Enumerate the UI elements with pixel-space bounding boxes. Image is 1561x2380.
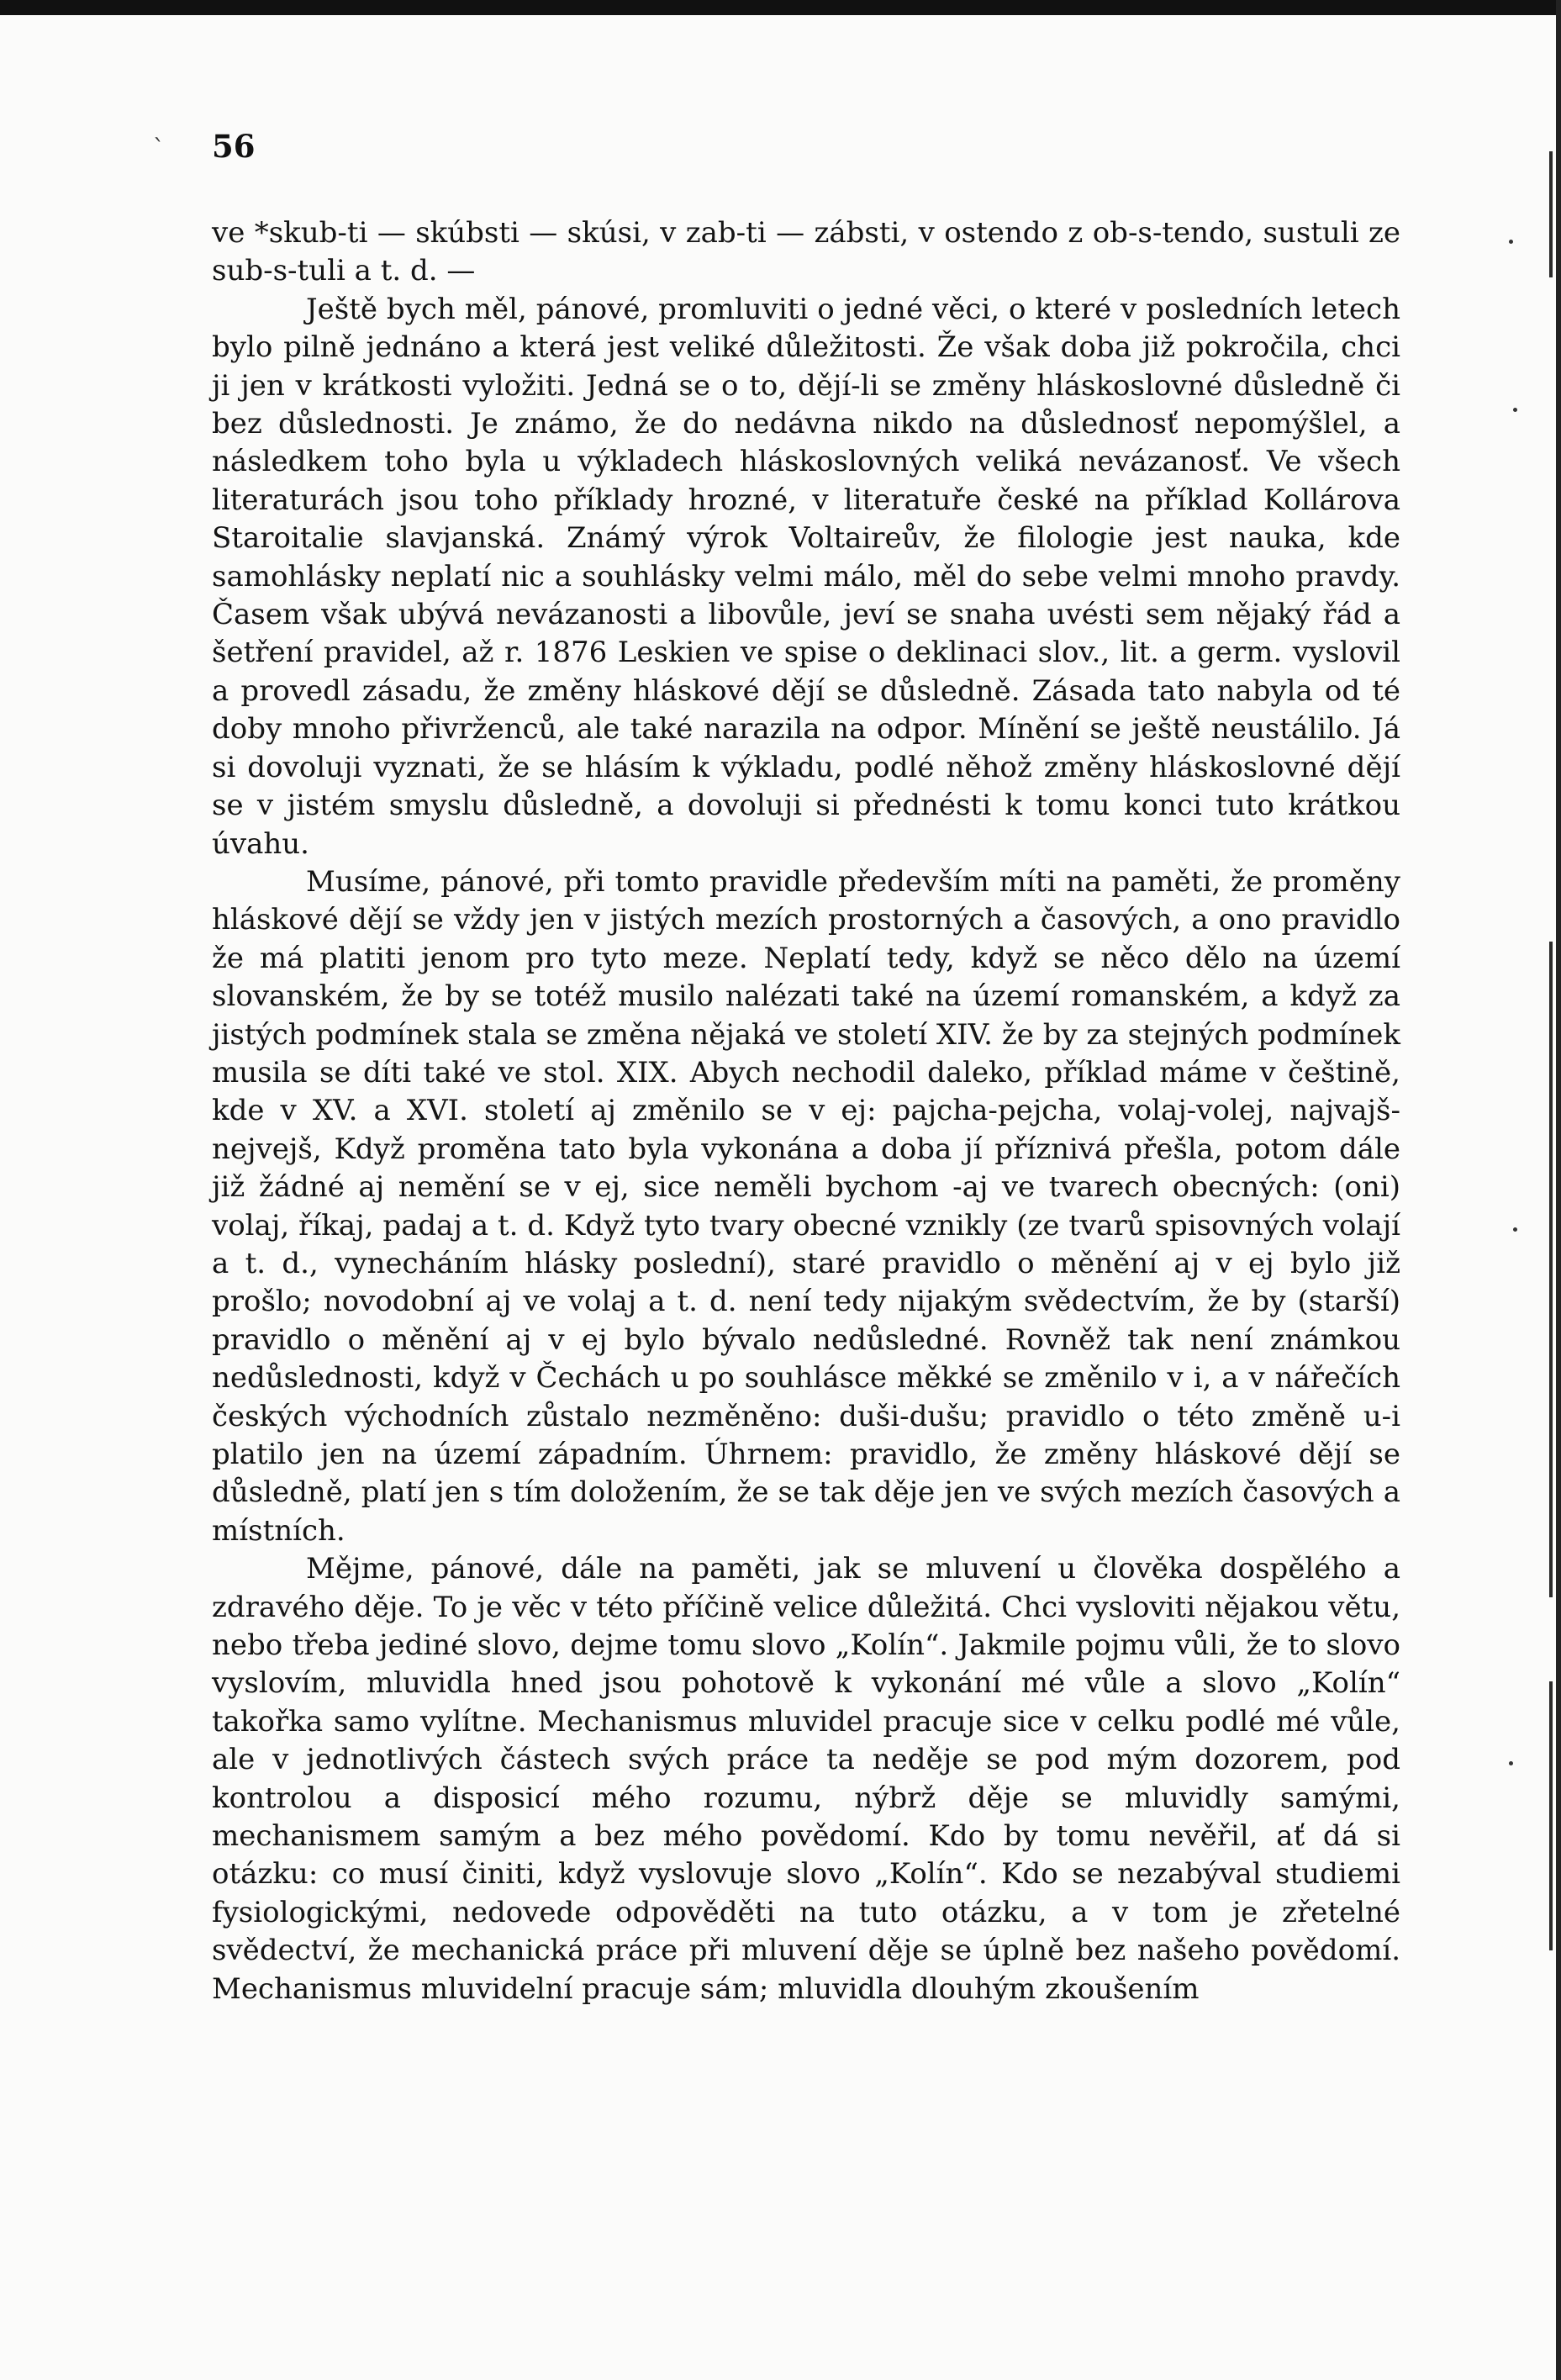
margin-scratch-3	[1549, 1681, 1553, 1950]
paragraph-4: Mějme, pánové, dále na paměti, jak se mluvení u člověka dospělého a zdravého děje. To je věc v této příčině velice důležitá. Chci vysloviti nějakou větu, nebo třeba jediné slovo, dejme tomu slovo „Kolín“. Jakmile pojmu vůli, že to slovo vyslovím, mluvidla hned jsou pohotově k vykonání mé vůle a slovo „Kolín“ takořka samo vylítne. Mechanismus mluvidel pracuje sice v celku podlé mé vůle, ale v jednotlivých částech svých práce ta neděje se pod mým dozorem, pod kontrolou a disposicí mého rozumu, nýbrž děje se mluvidly samými, mechanismem samým a bez mého povědomí. Kdo by tomu nevěřil, ať dá si otázku: co musí činiti, když vyslovuje slovo „Kolín“. Kdo se nezabýval studiemi fysiologickými, nedovede odpověděti na tuto otázku, a v tom je zřetelné svědectví, že mechanická práce při mluvení děje se úplně bez našeho povědomí. Mechanismus mluvidelní pracuje sám; mluvidla dlouhým zkoušením	[212, 1552, 1400, 2006]
margin-mark: `	[153, 135, 165, 162]
margin-dot-2	[1513, 408, 1517, 412]
margin-dot-3	[1513, 1227, 1517, 1232]
margin-scratch-2	[1549, 942, 1553, 1597]
margin-dot-1	[1509, 240, 1513, 244]
paragraph-3: Musíme, pánové, při tomto pravidle především míti na paměti, že proměny hláskové dějí se vždy jen v jistých mezích prostorných a časových, a ono pravidlo že má platiti jenom pro tyto meze. Neplatí tedy, když se něco dělo na území slovanském, že by se totéž musilo nalézati také na území romanském, a když za jistých podmínek stala se změna nějaká ve století XIV. že by za stejných podmínek musila se díti také ve stol. XIX. Abych nechodil daleko, příklad máme v češtině, kde v XV. a XVI. století aj změnilo se v ej: pajcha-pejcha, volaj-volej, najvajš-nejvejš, Když proměna tato byla vykonána a doba jí příznivá přešla, potom dále již žádné aj nemění se v ej, sice neměli bychom -aj ve tvarech obecných: (oni) volaj, říkaj, padaj a t. d. Když tyto tvary obecné vznikly (ze tvarů spisovných volají a t. d., vynecháním hlásky poslední), staré pravidlo o měnění aj v ej bylo již prošlo; novodobní aj ve volaj a t. d. není tedy nijakým svědectvím, že by (starší) pravidlo o měnění aj v ej bylo bývalo nedůsledné. Rovněž tak není známkou nedůslednosti, když v Čechách u po souhlásce měkké se změnilo v i, a v nářečích českých východních zůstalo nezměněno: duši-dušu; pravidlo o této změně u-i platilo jen na území západním. Úhrnem: pravidlo, že změny hláskové dějí se důsledně, platí jen s tím doložením, že se tak děje jen ve svých mezích časových a místních.	[212, 864, 1400, 1548]
margin-dot-4	[1509, 1761, 1513, 1765]
margin-scratch-1	[1549, 151, 1553, 277]
paragraph-1: ve *skub-ti — skúbsti — skúsi, v zab-ti — zábsti, v ostendo z ob-s-tendo, sustuli ze sub-s-tuli a t. d. —	[212, 216, 1400, 288]
paragraph-2: Ještě bych měl, pánové, promluviti o jedné věci, o které v posledních letech bylo pilně jednáno a která jest veliké důležitosti. Že však doba již pokročila, chci ji jen v krátkosti vyložiti. Jedná se o to, dějí-li se změny hláskoslovné důsledně či bez důslednosti. Je známo, že do nedávna nikdo na důslednosť nepomýšlel, a následkem toho byla u výkladech hláskoslovných veliká nevázanosť. Ve všech literaturách jsou toho příklady hrozné, v literatuře české na příklad Kollárova Staroitalie slavjanská. Známý výrok Voltaireův, že filologie jest nauka, kde samohlásky neplatí nic a souhlásky velmi málo, měl do sebe velmi mnoho pravdy. Časem však ubývá nevázanosti a libovůle, jeví se snaha uvésti sem nějaký řád a šetření pravidel, až r. 1876 Leskien ve spise o deklinaci slov., lit. a germ. vyslovil a provedl zásadu, že změny hláskové dějí se důsledně. Zásada tato nabyla od té doby mnoho přivrženců, ale také narazila na odpor. Mínění se ještě neustálilo. Já si dovoluji vyznati, že se hlásím k výkladu, podlé něhož změny hláskoslovné dějí se v jistém smyslu důsledně, a dovoluji si přednésti k tomu konci tuto krátkou úvahu.	[212, 292, 1400, 861]
page-number: 56	[212, 128, 256, 165]
scan-right-edge	[1556, 0, 1561, 2380]
scan-top-edge	[0, 0, 1561, 15]
body-text	[212, 214, 1400, 2008]
